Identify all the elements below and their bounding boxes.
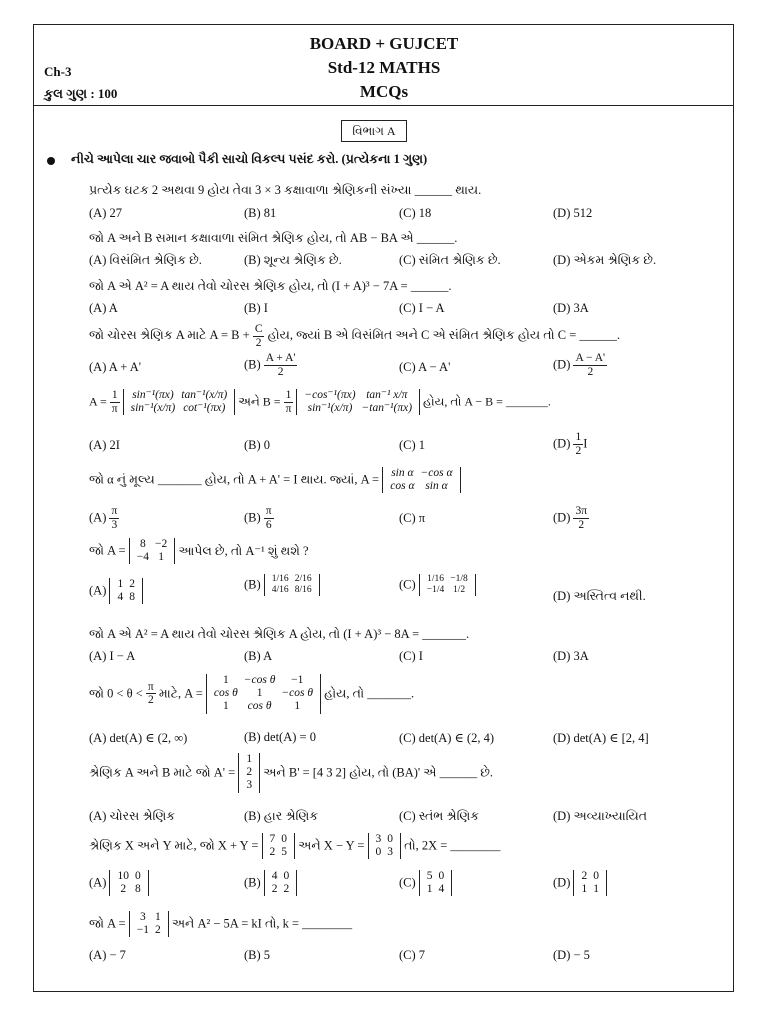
- q10-option-b: (B) હાર શ્રેણિક: [244, 809, 319, 823]
- header-std: Std-12 MATHS: [327, 58, 441, 77]
- q5-option-c: (C) 1: [399, 438, 426, 452]
- q12-option-b: (B) 5: [244, 948, 271, 962]
- q6-option-b: (B) $\frac{\pi}{6}$: [244, 505, 272, 531]
- q5-option-b: (B) 0: [244, 438, 271, 452]
- header-mcqs: MCQs: [359, 82, 409, 101]
- q2-option-c: (C) સંમિત શ્રેણિક છે.: [399, 253, 501, 267]
- q9-option-b: (B) det(A) = 0: [244, 730, 316, 744]
- q6-option-a: (A) $\frac{\pi}{3}$: [89, 505, 118, 531]
- q8-option-b: (B) A: [244, 649, 273, 663]
- q10-option-a: (A) ચોરસ શ્રેણિક: [89, 809, 176, 823]
- q1-option-b: (B) 81: [244, 206, 277, 220]
- question-7: જો A = 8 −2 −4 1 આપેલ છે, તો A⁻¹ શું થશે ?: [89, 538, 309, 564]
- q4-option-b: (B) $\frac{A + A'}{2}$: [244, 352, 296, 378]
- q12-option-a: (A) − 7: [89, 948, 126, 962]
- q9-option-d: (D) det(A) ∈ [2, 4]: [553, 731, 649, 745]
- q8-option-c: (C) I: [399, 649, 423, 663]
- q6-option-c: (C) π: [399, 511, 426, 525]
- question-11: શ્રેણિક X અને Y માટે, જો X + Y = 7 0 2 5 અને X − Y = 3 0 0 3 તો, 2X = ________: [89, 833, 501, 859]
- q10-matrix: 1 2 3: [238, 753, 260, 793]
- q7-option-c: (C) 1/16 −1/8 −1/4 1/2: [399, 574, 476, 596]
- q7-option-d: (D) અસ્તિત્વ નથી.: [553, 589, 646, 603]
- q3-option-a: (A) A: [89, 301, 118, 315]
- q1-option-d: (D) 512: [553, 206, 593, 220]
- q7-matrix: 8 −2 −4 1: [129, 538, 176, 564]
- question-12: જો A = 3 1 −1 2 અને A² − 5A = kI તો, k = ________: [89, 911, 353, 937]
- bullet-icon: [47, 157, 55, 165]
- q8-option-a: (A) I − A: [89, 649, 136, 663]
- q4-option-a: (A) A + A': [89, 360, 142, 374]
- instruction: નીચે આપેલા ચાર જવાબો પૈકી સાચો વિકલ્પ પસંદ કરો. (પ્રત્યેકના 1 ગુણ): [71, 152, 428, 166]
- header-board: BOARD + GUJCET: [309, 34, 459, 53]
- q11-option-a: (A) 10 0 2 8: [89, 870, 149, 896]
- q3-option-c: (C) I − A: [399, 301, 445, 315]
- q5-option-d: (D) $\frac{1}{2}$ I: [553, 431, 588, 457]
- q11-option-c: (C) 5 0 1 4: [399, 870, 452, 896]
- question-1: પ્રત્યેક ઘટક 2 અથવા 9 હોય તેવા 3 × 3 કક્ષાવાળા શ્રેણિકની સંખ્યા ______ થાય.: [89, 183, 482, 197]
- q4-fraction: $\frac{C}{2}$: [254, 323, 263, 349]
- q7-option-b: (B) 1/16 2/16 4/16 8/16: [244, 574, 320, 596]
- q9-option-a: (A) det(A) ∈ (2, ∞): [89, 731, 188, 745]
- q4-option-c: (C) A − A': [399, 360, 451, 374]
- q4-text-a: જો ચોરસ શ્રેણિક A માટે A = B +: [89, 328, 250, 343]
- question-4: [89, 323, 620, 349]
- q7-option-a: (A) 1 2 4 8: [89, 578, 143, 604]
- q3-option-d: (D) 3A: [553, 301, 589, 315]
- q10-option-c: (C) સ્તંભ શ્રેણિક: [399, 809, 480, 823]
- question-3: જો A એ A² = A થાય તેવો ચોરસ શ્રેણિક હોય, તો (I + A)³ − 7A = ______.: [89, 279, 452, 293]
- question-8: જો A એ A² = A થાય તેવો ચોરસ શ્રેણિક A હોય, તો (I + A)³ − 8A = _______.: [89, 627, 470, 641]
- q2-option-a: (A) વિસંમિત શ્રેણિક છે.: [89, 253, 202, 267]
- q12-option-d: (D) − 5: [553, 948, 590, 962]
- q2-option-b: (B) શૂન્ય શ્રેણિક છે.: [244, 253, 342, 267]
- q4-text-b: હોય, જ્યાં B એ વિસંમિત અને C એ સંમિત શ્રેણિક હોય તો C = ______.: [267, 328, 621, 343]
- q1-option-c: (C) 18: [399, 206, 432, 220]
- q11-option-b: (B) 4 0 2 2: [244, 870, 297, 896]
- q6-matrix: sin α −cos α cos α sin α: [382, 467, 460, 493]
- q5-matrix-b: −cos⁻¹(πx) tan⁻¹ x/π sin⁻¹(x/π) −tan⁻¹(πx): [296, 389, 420, 415]
- q5-option-a: (A) 2I: [89, 438, 120, 452]
- question-10: શ્રેણિક A અને B માટે જો A' = 1 2 3 અને B' = [4 3 2] હોય, તો (BA)' એ ______ છે.: [89, 753, 494, 792]
- q3-option-b: (B) I: [244, 301, 268, 315]
- q1-option-a: (A) 27: [89, 206, 122, 220]
- question-6: જો α નું મૂલ્ય _______ હોય, તો A + A' = I થાય. જ્યાં, A = sin α −cos α cos α sin α: [89, 467, 461, 493]
- q9-option-c: (C) det(A) ∈ (2, 4): [399, 731, 494, 745]
- question-9: જો 0 < θ < $\frac{\pi}{2}$ માટે, A = 1 −cos θ −1 cos θ 1 −cos θ 1 cos θ 1 હોય, તો _______.: [89, 674, 415, 713]
- q8-option-d: (D) 3A: [553, 649, 589, 663]
- question-5: A = $\frac{1}{\pi}$ sin⁻¹(πx) tan⁻¹(x/π) sin⁻¹(x/π) cot⁻¹(πx) અને B = $\frac{1}{\pi}$ −cos⁻¹(πx) tan⁻¹ x/π sin⁻¹(x/π) −tan⁻¹(πx) હોય, તો A − B = _______.: [89, 389, 551, 415]
- question-2: જો A અને B સમાન કક્ષાવાળા સંમિત શ્રેણિક હોય, તો AB − BA એ ______.: [89, 231, 458, 245]
- q12-option-c: (C) 7: [399, 948, 426, 962]
- q11-matrix-sum: 7 0 2 5: [262, 833, 296, 859]
- q2-option-d: (D) એકમ શ્રેણિક છે.: [553, 253, 657, 267]
- q12-matrix: 3 1 −1 2: [129, 911, 169, 937]
- q4-option-d: (D) $\frac{A - A'}{2}$: [553, 352, 606, 378]
- q11-option-d: (D) 2 0 1 1: [553, 870, 607, 896]
- q5-matrix-a: sin⁻¹(πx) tan⁻¹(x/π) sin⁻¹(x/π) cot⁻¹(πx): [123, 389, 236, 415]
- q10-option-d: (D) અવ્યાખ્યાયિત: [553, 809, 648, 823]
- section-label: વિભાગ A: [341, 120, 407, 142]
- header-divider: [33, 105, 734, 106]
- q9-matrix: 1 −cos θ −1 cos θ 1 −cos θ 1 cos θ 1: [206, 674, 321, 714]
- q11-matrix-diff: 3 0 0 3: [368, 833, 402, 859]
- q6-option-d: (D) $\frac{3\pi}{2}$: [553, 505, 588, 531]
- total-marks: કુલ ગુણ : 100: [44, 86, 118, 101]
- chapter-label: Ch-3: [44, 64, 72, 79]
